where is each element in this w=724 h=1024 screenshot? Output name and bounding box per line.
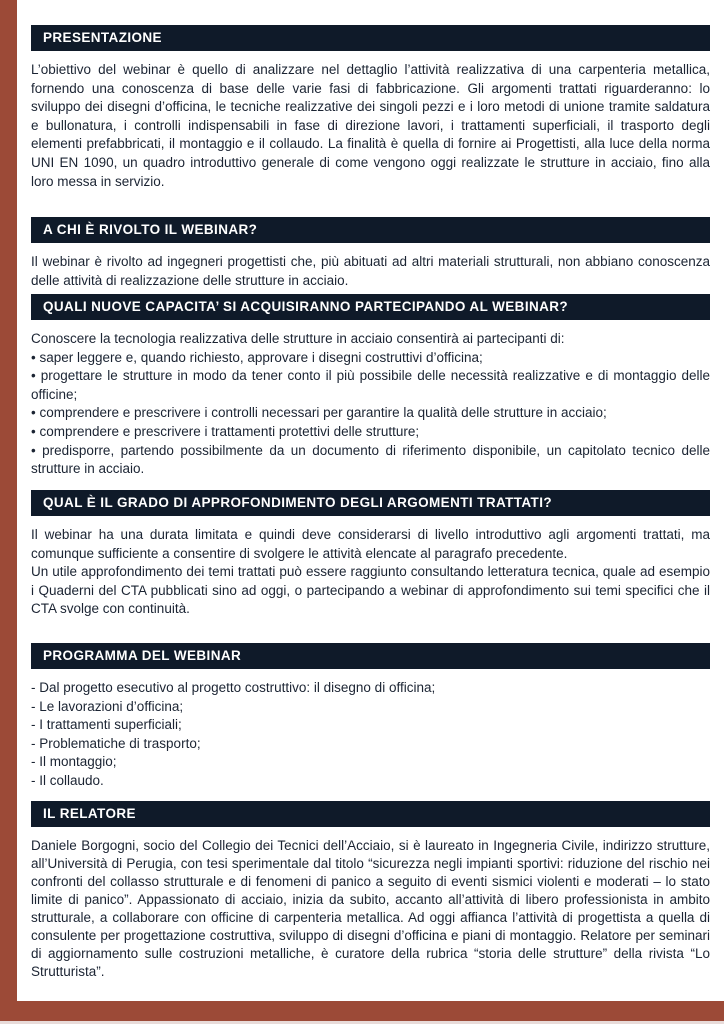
paragraph: Conoscere la tecnologia realizzativa delle strutture in acciaio consentirà ai partecipanti di: (31, 331, 565, 346)
section-header-bar (31, 25, 710, 51)
left-accent-bar (0, 0, 17, 1021)
program-item: - Le lavorazioni d’officina; (31, 698, 184, 714)
bullet-item: • progettare le strutture in modo da tener conto il più possibile delle necessità realizzative e di montaggio delle officine; (31, 368, 710, 402)
program-item: - I trattamenti superficiali; (31, 717, 182, 733)
section-title: PRESENTAZIONE (43, 30, 162, 45)
section-title: QUALI NUOVE CAPACITA’ SI ACQUISIRANNO PARTECIPANDO AL WEBINAR? (43, 299, 569, 314)
section-title: IL RELATORE (43, 806, 136, 821)
paragraph: Un utile approfondimento dei temi trattati può essere raggiunto consultando letteratura tecnica, quale ad esempio i Quaderni del CTA pubblicati sino ad oggi, o partecipando a webinar di approfondimento sui temi specifici che il CTA svolge con continuità. (31, 564, 710, 617)
bullet-item: • saper leggere e, quando richiesto, approvare i disegni costruttivi d’officina; (31, 349, 483, 365)
webinar-section (31, 217, 710, 290)
program-item: - Problematiche di trasporto; (31, 735, 201, 751)
bullet-item: • predisporre, partendo possibilmente da un documento di riferimento disponibile, un capitolato tecnico delle strutture in acciaio. (31, 442, 710, 477)
webinar-section (31, 643, 710, 791)
section-title: QUAL È IL GRADO DI APPROFONDIMENTO DEGLI ARGOMENTI TRATTATI? (43, 495, 552, 510)
section-header-bar (31, 643, 710, 669)
section-header-bar (31, 217, 710, 243)
section-header-bar (31, 801, 710, 827)
webinar-section (31, 801, 710, 981)
webinar-section (31, 294, 710, 479)
program-item: - Il collaudo. (31, 772, 104, 788)
webinar-section (31, 25, 710, 191)
bottom-accent-bar (0, 1001, 724, 1021)
program-item: - Il montaggio; (31, 754, 117, 770)
section-header-bar (31, 294, 710, 320)
section-title: A CHI È RIVOLTO IL WEBINAR? (43, 222, 258, 237)
paragraph: L’obiettivo del webinar è quello di analizzare nel dettaglio l’attività realizzativa di una carpenteria metallica, fornendo una conoscenza di base delle varie fasi di fabbricazione. Gli argomenti trattati riguarderanno: lo sviluppo dei disegni d’officina, le tecniche realizzative dei singoli pezzi e i loro metodi di unione tramite saldatura e bullonatura, i controlli indispensabili in fase di direzione lavori, i trattamenti superficiali, il trasporto degli elementi prefabbricati, il montaggio e il collaudo. La finalità è quella di fornire ai Progettisti, alla luce della norma UNI EN 1090, un quadro introduttivo generale di come vengono oggi realizzate le strutture in acciaio, fino alla loro messa in servizio. (31, 62, 710, 189)
webinar-section (31, 490, 710, 619)
program-item: - Dal progetto esecutivo al progetto costruttivo: il disegno di officina; (31, 680, 436, 695)
paragraph: Il webinar ha una durata limitata e quindi deve considerarsi di livello introduttivo agli argomenti trattati, ma comunque sufficiente a consentire di svolgere le attività elencate al paragrafo precedente. (31, 527, 710, 561)
section-header-bar (31, 490, 710, 516)
paragraph: Il webinar è rivolto ad ingegneri progettisti che, più abituati ad altri materiali strutturali, non abbiano conoscenza delle attività di realizzazione delle strutture in acciaio. (31, 254, 710, 288)
section-title: PROGRAMMA DEL WEBINAR (43, 648, 242, 663)
bullet-item: • comprendere e prescrivere i trattamenti protettivi delle strutture; (31, 423, 420, 439)
bullet-item: • comprendere e prescrivere i controlli necessari per garantire la qualità delle strutture in acciaio; (31, 405, 607, 421)
paragraph: Daniele Borgogni, socio del Collegio dei Tecnici dell’Acciaio, si è laureato in Ingegneria Civile, indirizzo strutture, all’Università di Perugia, con tesi sperimentale dal titolo “sicurezza negli impianti sportivi: riduzione del rischio nei confronti del collasso strutturale e di fenomeni di panico a seguito di eventi sismici violenti e moderati – lo stato limite di panico”. Appassionato di acciaio, inizia da subito, accanto all’attività di libero professionista in ambito strutturale, a collaborare con officine di carpenteria metallica. Ad oggi affianca l’attività di progettista a quella di consulente per progettazione costruttiva, sviluppo di disegni d’officina e piani di montaggio. Relatore per seminari di aggiornamento sulle costruzioni metalliche, è curatore della rubrica “storia delle strutture” della rivista “Lo Strutturista”. (31, 838, 710, 979)
